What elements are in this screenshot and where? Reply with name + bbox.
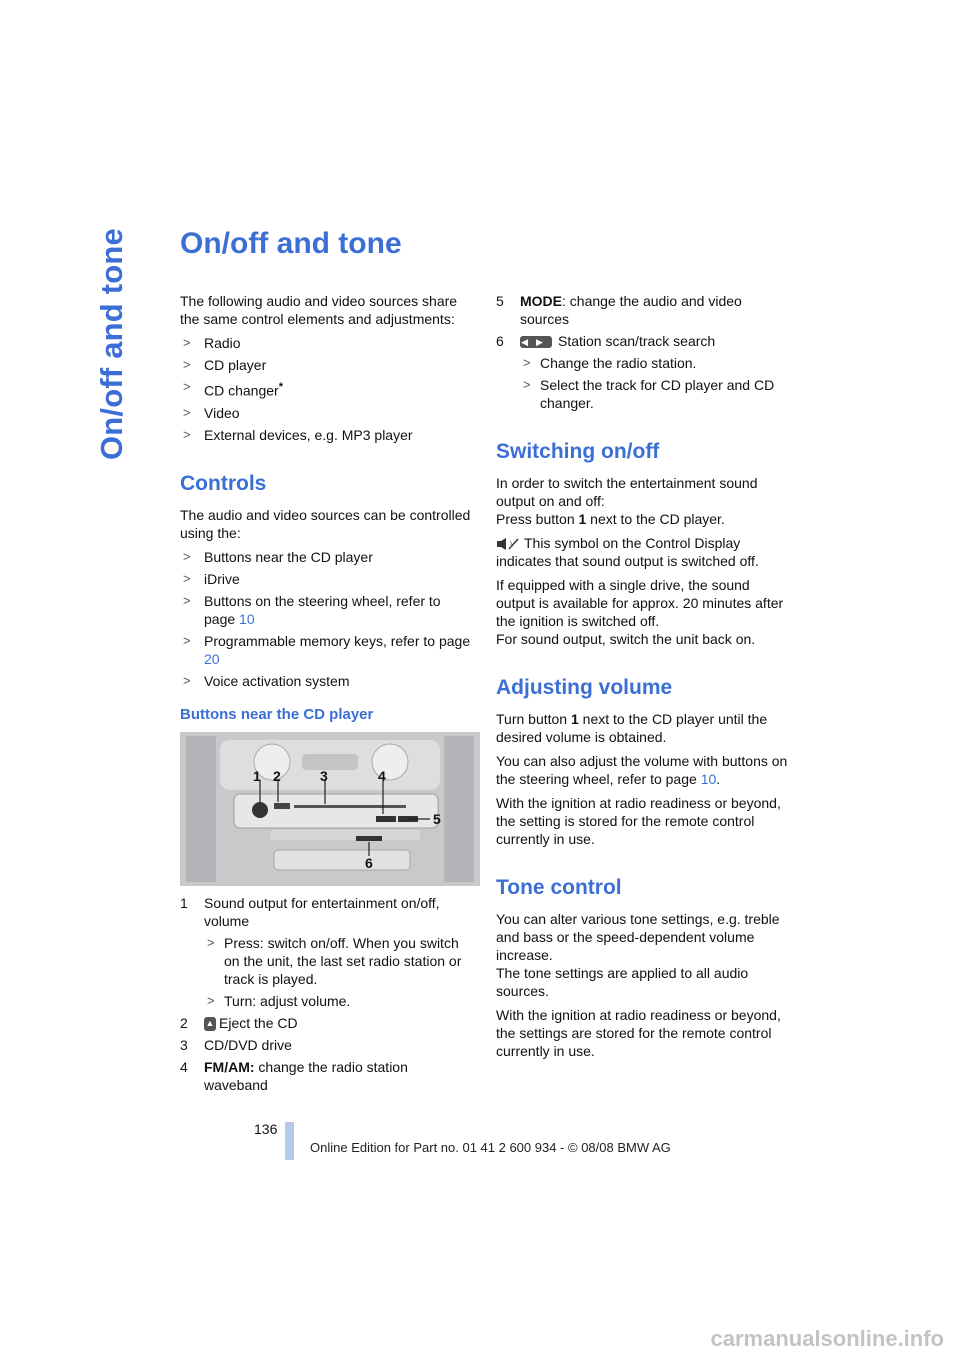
controls-list bbox=[180, 548, 472, 690]
side-tab-label: On/off and tone bbox=[94, 228, 129, 461]
page-number: 136 bbox=[254, 1121, 278, 1137]
legend-item-1: 1 Sound output for entertainment on/off, volume > Press: switch on/off. When you switch on the unit, the last set radio station or track is played. > Turn: adjust volume. bbox=[180, 894, 472, 1010]
cd-player-figure bbox=[180, 732, 480, 886]
volume-heading: Adjusting volume bbox=[496, 676, 673, 699]
bullet-triangle-icon: > bbox=[207, 934, 215, 950]
callout-5: 5 bbox=[433, 810, 441, 827]
right-column bbox=[496, 292, 788, 1066]
intro-text: The following audio and video sources share the same control elements and adjustments: bbox=[180, 293, 458, 327]
footer-bar bbox=[285, 1122, 294, 1160]
bullet-triangle-icon: > bbox=[523, 355, 531, 370]
list-item: > Video bbox=[183, 404, 240, 421]
bullet-triangle-icon: > bbox=[183, 335, 191, 350]
cd-player-illustration bbox=[180, 732, 480, 886]
list-item: > Voice activation system bbox=[183, 672, 350, 689]
legend-item-4: 4 FM/AM: change the radio station waveband bbox=[180, 1058, 408, 1093]
callout-2: 2 bbox=[273, 767, 281, 784]
legend-item-3: 3 CD/DVD drive bbox=[180, 1036, 292, 1053]
callout-3: 3 bbox=[320, 767, 328, 784]
page-link-20[interactable]: 20 bbox=[204, 650, 220, 667]
list-item: > External devices, e.g. MP3 player bbox=[183, 426, 413, 443]
controls-heading: Controls bbox=[180, 471, 267, 495]
legend-item-5: 5 MODE: change the audio and video sources bbox=[496, 293, 742, 327]
list-item: > Turn: adjust volume. bbox=[207, 992, 351, 1009]
bullet-triangle-icon: > bbox=[183, 357, 191, 372]
bullet-triangle-icon: > bbox=[183, 404, 191, 420]
watermark-logo: carmanualsonline.info bbox=[710, 1326, 944, 1351]
legend-item-6-sublist bbox=[520, 354, 788, 412]
switching-heading: Switching on/off bbox=[496, 440, 660, 463]
optional-star-icon: * bbox=[278, 381, 283, 393]
bullet-triangle-icon: > bbox=[183, 592, 191, 608]
callout-6: 6 bbox=[365, 854, 373, 871]
list-item: > Radio bbox=[183, 335, 241, 351]
bullet-triangle-icon: > bbox=[183, 672, 191, 688]
scan-arrows-icon: ◀▶ bbox=[521, 337, 551, 348]
page-link-10[interactable]: 10 bbox=[700, 771, 717, 787]
callout-4: 4 bbox=[378, 767, 386, 784]
page-title: On/off and tone bbox=[180, 227, 402, 260]
legend-item-1-sublist bbox=[204, 934, 472, 1010]
volume-p1: Turn button 1 next to the CD player until the desired volume is obtained. bbox=[496, 711, 768, 745]
buttons-heading: Buttons near the CD player bbox=[180, 705, 374, 723]
bullet-triangle-icon: > bbox=[183, 632, 191, 648]
legend-item-2: 2 ▲ Eject the CD bbox=[180, 1014, 298, 1031]
bullet-triangle-icon: > bbox=[183, 570, 191, 586]
list-item: > iDrive bbox=[183, 570, 240, 587]
list-item: > CD player bbox=[183, 357, 267, 373]
tone-heading: Tone control bbox=[496, 876, 622, 899]
bullet-triangle-icon: > bbox=[523, 377, 531, 392]
list-item: > Buttons on the steering wheel, refer to page 10 bbox=[183, 592, 441, 627]
switching-p1: In order to switch the entertainment sound output on and off: Press button 1 next to the CD player. bbox=[496, 475, 758, 527]
bullet-triangle-icon: > bbox=[183, 426, 191, 442]
tone-p1: You can alter various tone settings, e.g. treble and bass or the speed-dependent volume increase. The tone settings are applied to all audio sources. bbox=[496, 911, 780, 999]
volume-p3: With the ignition at radio readiness or beyond, the setting is stored for the remote control currently in use. bbox=[496, 795, 781, 847]
list-item: > Change the radio station. bbox=[523, 355, 697, 371]
bullet-triangle-icon: > bbox=[183, 379, 191, 394]
bullet-triangle-icon: > bbox=[207, 992, 215, 1008]
list-item: > Programmable memory keys, refer to page 20 bbox=[183, 632, 471, 667]
controls-text: The audio and video sources can be controlled using the: bbox=[180, 506, 471, 541]
sources-list bbox=[180, 334, 472, 444]
list-item: > CD changer* bbox=[183, 379, 283, 399]
eject-icon: ▲ bbox=[204, 1017, 216, 1031]
legend-item-6: 6 ◀▶ Station scan/track search > Change the radio station. > Select the track for CD player and CD changer. bbox=[496, 332, 788, 412]
list-item: > Press: switch on/off. When you switch on the unit, the last set radio station or track is played. bbox=[207, 934, 462, 987]
page-link-10[interactable]: 10 bbox=[239, 610, 255, 627]
footer-edition: Online Edition for Part no. 01 41 2 600 934 - © 08/08 BMW AG bbox=[310, 1140, 671, 1155]
volume-p2: You can also adjust the volume with buttons on the steering wheel, refer to page 10. bbox=[496, 753, 788, 787]
tone-p2: With the ignition at radio readiness or beyond, the settings are stored for the remote control currently in use. bbox=[496, 1007, 781, 1059]
bullet-triangle-icon: > bbox=[183, 548, 191, 564]
list-item: > Buttons near the CD player bbox=[183, 548, 373, 565]
left-column bbox=[180, 292, 472, 1098]
switching-p2: This symbol on the Control Display indicates that sound output is switched off. bbox=[496, 535, 759, 569]
switching-p3: If equipped with a single drive, the sound output is available for approx. 20 minutes after the ignition is switched off. For sound output, switch the unit back on. bbox=[496, 577, 784, 647]
callout-1: 1 bbox=[253, 767, 261, 784]
speaker-muted-icon bbox=[496, 537, 520, 551]
list-item: > Select the track for CD player and CD changer. bbox=[523, 377, 775, 411]
